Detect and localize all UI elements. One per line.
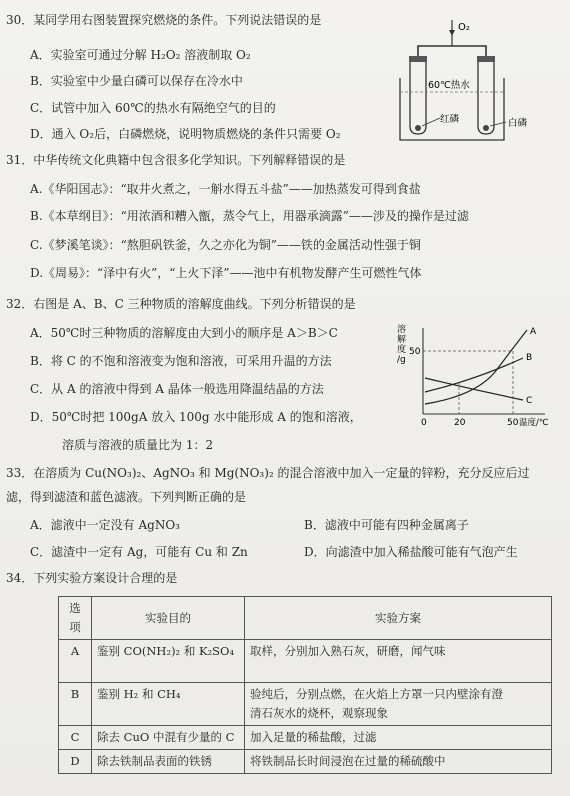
hot-water-label: 60℃热水 <box>428 80 470 91</box>
y-label-2: 解 <box>397 335 407 345</box>
x-axis-label: 温度/℃ <box>519 418 549 428</box>
row-goal: 除去 CuO 中混有少量的 C <box>92 726 245 750</box>
row-goal: 鉴别 H₂ 和 CH₄ <box>92 683 245 726</box>
x-tick-0: 0 <box>421 418 427 428</box>
q33-option-c: C．滤渣中一定有 Ag，可能有 Cu 和 Zn <box>30 545 248 559</box>
q30-option-b: B．实验室中少量白磷可以保存在冷水中 <box>30 74 243 88</box>
q33-option-b: B．滤液中可能有四种金属离子 <box>304 518 469 532</box>
q30-stem: 30．某同学用右图装置探究燃烧的条件。下列说法错误的是 <box>6 13 322 27</box>
left-stopper <box>409 56 427 62</box>
right-stopper <box>477 56 495 62</box>
x-tick-20: 20 <box>454 418 466 428</box>
q31-option-d: D.《周易》：“泽中有火”，“上火下泽”——池中有机物发酵产生可燃性气体 <box>30 266 422 280</box>
left-test-tube <box>410 58 426 134</box>
row-plan: 将铁制品长时间浸泡在过量的稀硫酸中 <box>245 750 552 774</box>
q30-option-d: D．通入 O₂后，白磷燃烧，说明物质燃烧的条件只需要 O₂ <box>30 127 341 141</box>
curve-c-label: C <box>526 396 533 406</box>
q32-stem: 32．右图是 A、B、C 三种物质的溶解度曲线。下列分析错误的是 <box>6 297 356 311</box>
table-row <box>59 640 552 683</box>
y-label-4: /g <box>397 355 406 365</box>
q31-option-b: B.《本草纲目》：“用浓酒和糟入甑，蒸令气上，用器承滴露”——涉及的操作是过滤 <box>30 209 469 223</box>
row-plan <box>245 640 552 683</box>
q33-stem: 33．在溶质为 Cu(NO₃)₂、AgNO₃ 和 Mg(NO₃)₂ 的混合溶液中加入一定量的锌粉，充分反应后过 <box>6 466 530 480</box>
q33-option-a: A．滤液中一定没有 AgNO₃ <box>30 518 180 532</box>
row-option: C <box>59 726 92 750</box>
row-plan: 加入足量的稀盐酸，过滤 <box>245 726 552 750</box>
row-option: B <box>59 683 92 726</box>
q34-stem: 34．下列实验方案设计合理的是 <box>6 571 178 585</box>
connecting-tube <box>418 46 486 58</box>
curve-a-label: A <box>530 327 537 337</box>
table-header-row <box>59 597 552 640</box>
row-goal: 鉴别 CO(NH₂)₂ 和 K₂SO₄ <box>92 640 245 683</box>
q32-option-a: A．50℃时三种物质的溶解度由大到小的顺序是 A＞B＞C <box>30 326 338 340</box>
q31-stem: 31．中华传统文化典籍中包含很多化学知识。下列解释错误的是 <box>6 153 346 167</box>
row-plan-line: 验纯后，分别点燃，在火焰上方罩一只内壁涂有澄 <box>250 687 503 701</box>
row-plan-line: 取样，分别加入熟石灰，研磨，闻气味 <box>250 644 446 658</box>
q33-stem-cont: 滤，得到滤渣和蓝色滤液。下列判断正确的是 <box>6 490 247 504</box>
q30-apparatus-figure <box>396 18 560 146</box>
row-plan-line: 清石灰水的烧杯，观察现象 <box>250 706 388 720</box>
q32-option-b: B．将 C 的不饱和溶液变为饱和溶液，可采用升温的方法 <box>30 354 332 368</box>
y-label-1: 溶 <box>397 325 407 335</box>
header-option: 选项 <box>59 597 92 640</box>
white-phosphorus <box>483 125 489 131</box>
table-row <box>59 750 552 774</box>
q31-option-c: C.《梦溪笔谈》：“熬胆矾铁釜，久之亦化为铜”——铁的金属活动性强于铜 <box>30 238 421 252</box>
curve-b <box>425 358 523 392</box>
table-row <box>59 726 552 750</box>
q32-solubility-figure <box>395 322 555 430</box>
q31-option-a: A.《华阳国志》：“取井火煮之，一斛水得五斗盐”——加热蒸发可得到食盐 <box>30 182 421 196</box>
table-row <box>59 683 552 726</box>
curve-c <box>425 378 523 400</box>
q30-option-c: C．试管中加入 60℃的热水有隔绝空气的目的 <box>30 101 276 115</box>
row-option: D <box>59 750 92 774</box>
q34-table <box>58 596 552 774</box>
row-plan <box>245 683 552 726</box>
row-option: A <box>59 640 92 683</box>
q32-option-c: C．从 A 的溶液中得到 A 晶体一般选用降温结晶的方法 <box>30 382 324 396</box>
o2-arrowhead <box>449 30 455 36</box>
red-phosphorus <box>415 125 421 131</box>
row-goal: 除去铁制品表面的铁锈 <box>92 750 245 774</box>
red-phosphorus-label: 红磷 <box>440 114 460 125</box>
right-test-tube <box>478 58 494 134</box>
q32-option-d: D．50℃时把 100gA 放入 100g 水中能形成 A 的饱和溶液， <box>30 410 362 424</box>
q33-option-d: D．向滤渣中加入稀盐酸可能有气泡产生 <box>304 545 518 559</box>
q30-option-a: A．实验室可通过分解 H₂O₂ 溶液制取 O₂ <box>30 48 251 62</box>
q32-option-d-cont: 溶质与溶液的质量比为 1：2 <box>62 438 214 452</box>
x-tick-50: 50 <box>507 418 519 428</box>
y-tick-50: 50 <box>409 347 421 357</box>
curve-b-label: B <box>526 353 533 363</box>
y-label-3: 度 <box>397 345 407 355</box>
o2-label: O₂ <box>458 22 470 33</box>
header-plan: 实验方案 <box>245 597 552 640</box>
white-phosphorus-label: 白磷 <box>508 118 528 129</box>
curve-a <box>425 330 527 404</box>
header-goal: 实验目的 <box>92 597 245 640</box>
